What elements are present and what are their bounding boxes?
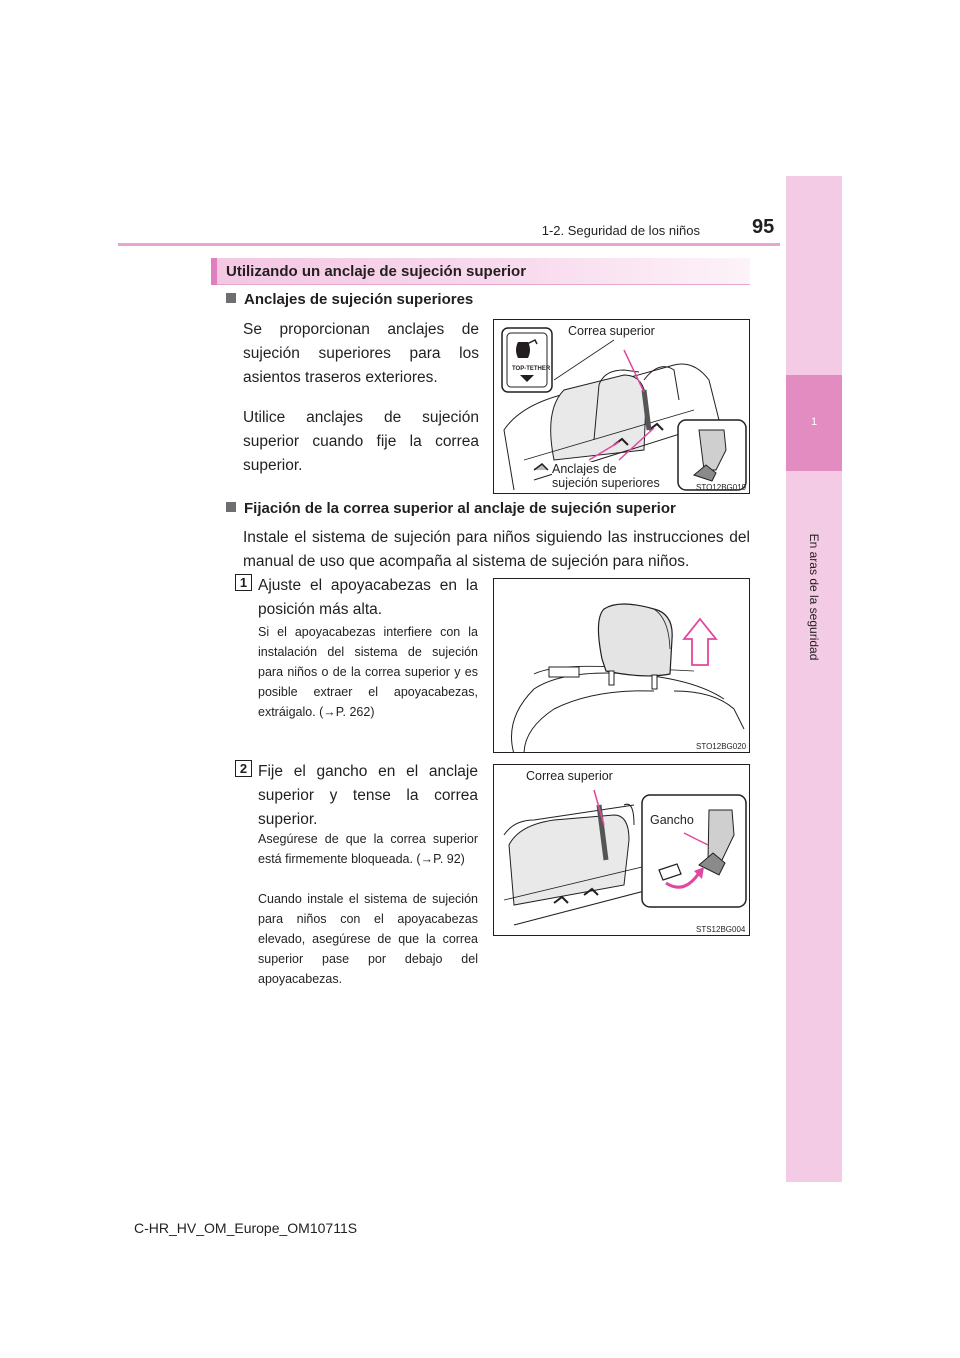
hook-illustration [494,765,750,936]
figure3-label-top-strap: Correa superior [526,769,613,783]
running-head: 1-2. Seguridad de los niños [541,223,700,238]
side-chapter-tab [786,176,842,1182]
page-number: 95 [752,216,775,238]
subheading-attach-tether-text: Fijación de la correa superior al anclaje de sujeción superior [244,500,676,517]
square-bullet-icon [226,293,236,303]
figure1-label-top-strap: Correa superior [568,324,655,338]
step-2-note-2: Cuando instale el sistema de sujeción para niños con el apoyacabezas elevado, asegúrese de que la correa superior pase por debajo del apoyacabezas. [258,892,478,986]
step-1-text: Ajuste el apoyacabezas en la posición más alta. [258,577,478,618]
anchors-paragraph-2: Utilice anclajes de sujeción superior cuando fije la correa superior. [243,409,479,474]
document-id: C-HR_HV_OM_Europe_OM10711S [134,1220,358,1236]
step-1-note: Si el apoyacabezas interfiere con la instalación del sistema de sujeción para niños o de la correa superior y es posible extraer el apoyacabezas, extráigalo. (→P. 262) [258,625,478,719]
side-chapter-title: En aras de la seguridad [807,533,821,661]
figure3-label-hook: Gancho [650,813,694,827]
header-rule [118,243,780,246]
figure1-label-anchors-line2: sujeción superiores [552,476,660,490]
figure-headrest-raise [493,578,750,753]
anchors-illustration [494,320,750,494]
section-heading-accent [211,258,217,285]
square-bullet-icon [226,502,236,512]
figure2-code: STO12BG020 [696,742,747,751]
headrest-illustration [494,579,750,753]
figure1-label-anchors-line1: Anclajes de [552,462,617,476]
figure3-code: STS12BG004 [696,925,746,934]
section-title: Utilizando un anclaje de sujeción superior [226,263,527,280]
subheading-anchors [226,291,473,308]
figure-top-tether-anchors [493,319,750,494]
top-tether-icon-text: TOP-TETHER [512,366,551,372]
figure-hook-attach [493,764,750,936]
subheading-anchors-text: Anclajes de sujeción superiores [244,291,474,308]
attach-tether-intro: Instale el sistema de sujeción para niños siguiendo las instrucciones del manual de uso que acompaña al sistema de sujeción para niños. [243,529,750,570]
side-chapter-number: 1 [810,416,818,428]
subheading-attach-tether [226,500,676,517]
step-1-badge: 1 [235,574,252,591]
step-2-badge: 2 [235,760,252,777]
figure1-code: STO12BG019 [696,483,747,492]
step-2-text: Fije el gancho en el anclaje superior y tense la correa superior. [258,763,478,828]
step-2-note-1: Asegúrese de que la correa superior está firmemente bloqueada. (→P. 92) [258,832,478,866]
anchors-paragraph-1: Se proporcionan anclajes de sujeción superiores para los asientos traseros exteriores. [243,321,479,386]
